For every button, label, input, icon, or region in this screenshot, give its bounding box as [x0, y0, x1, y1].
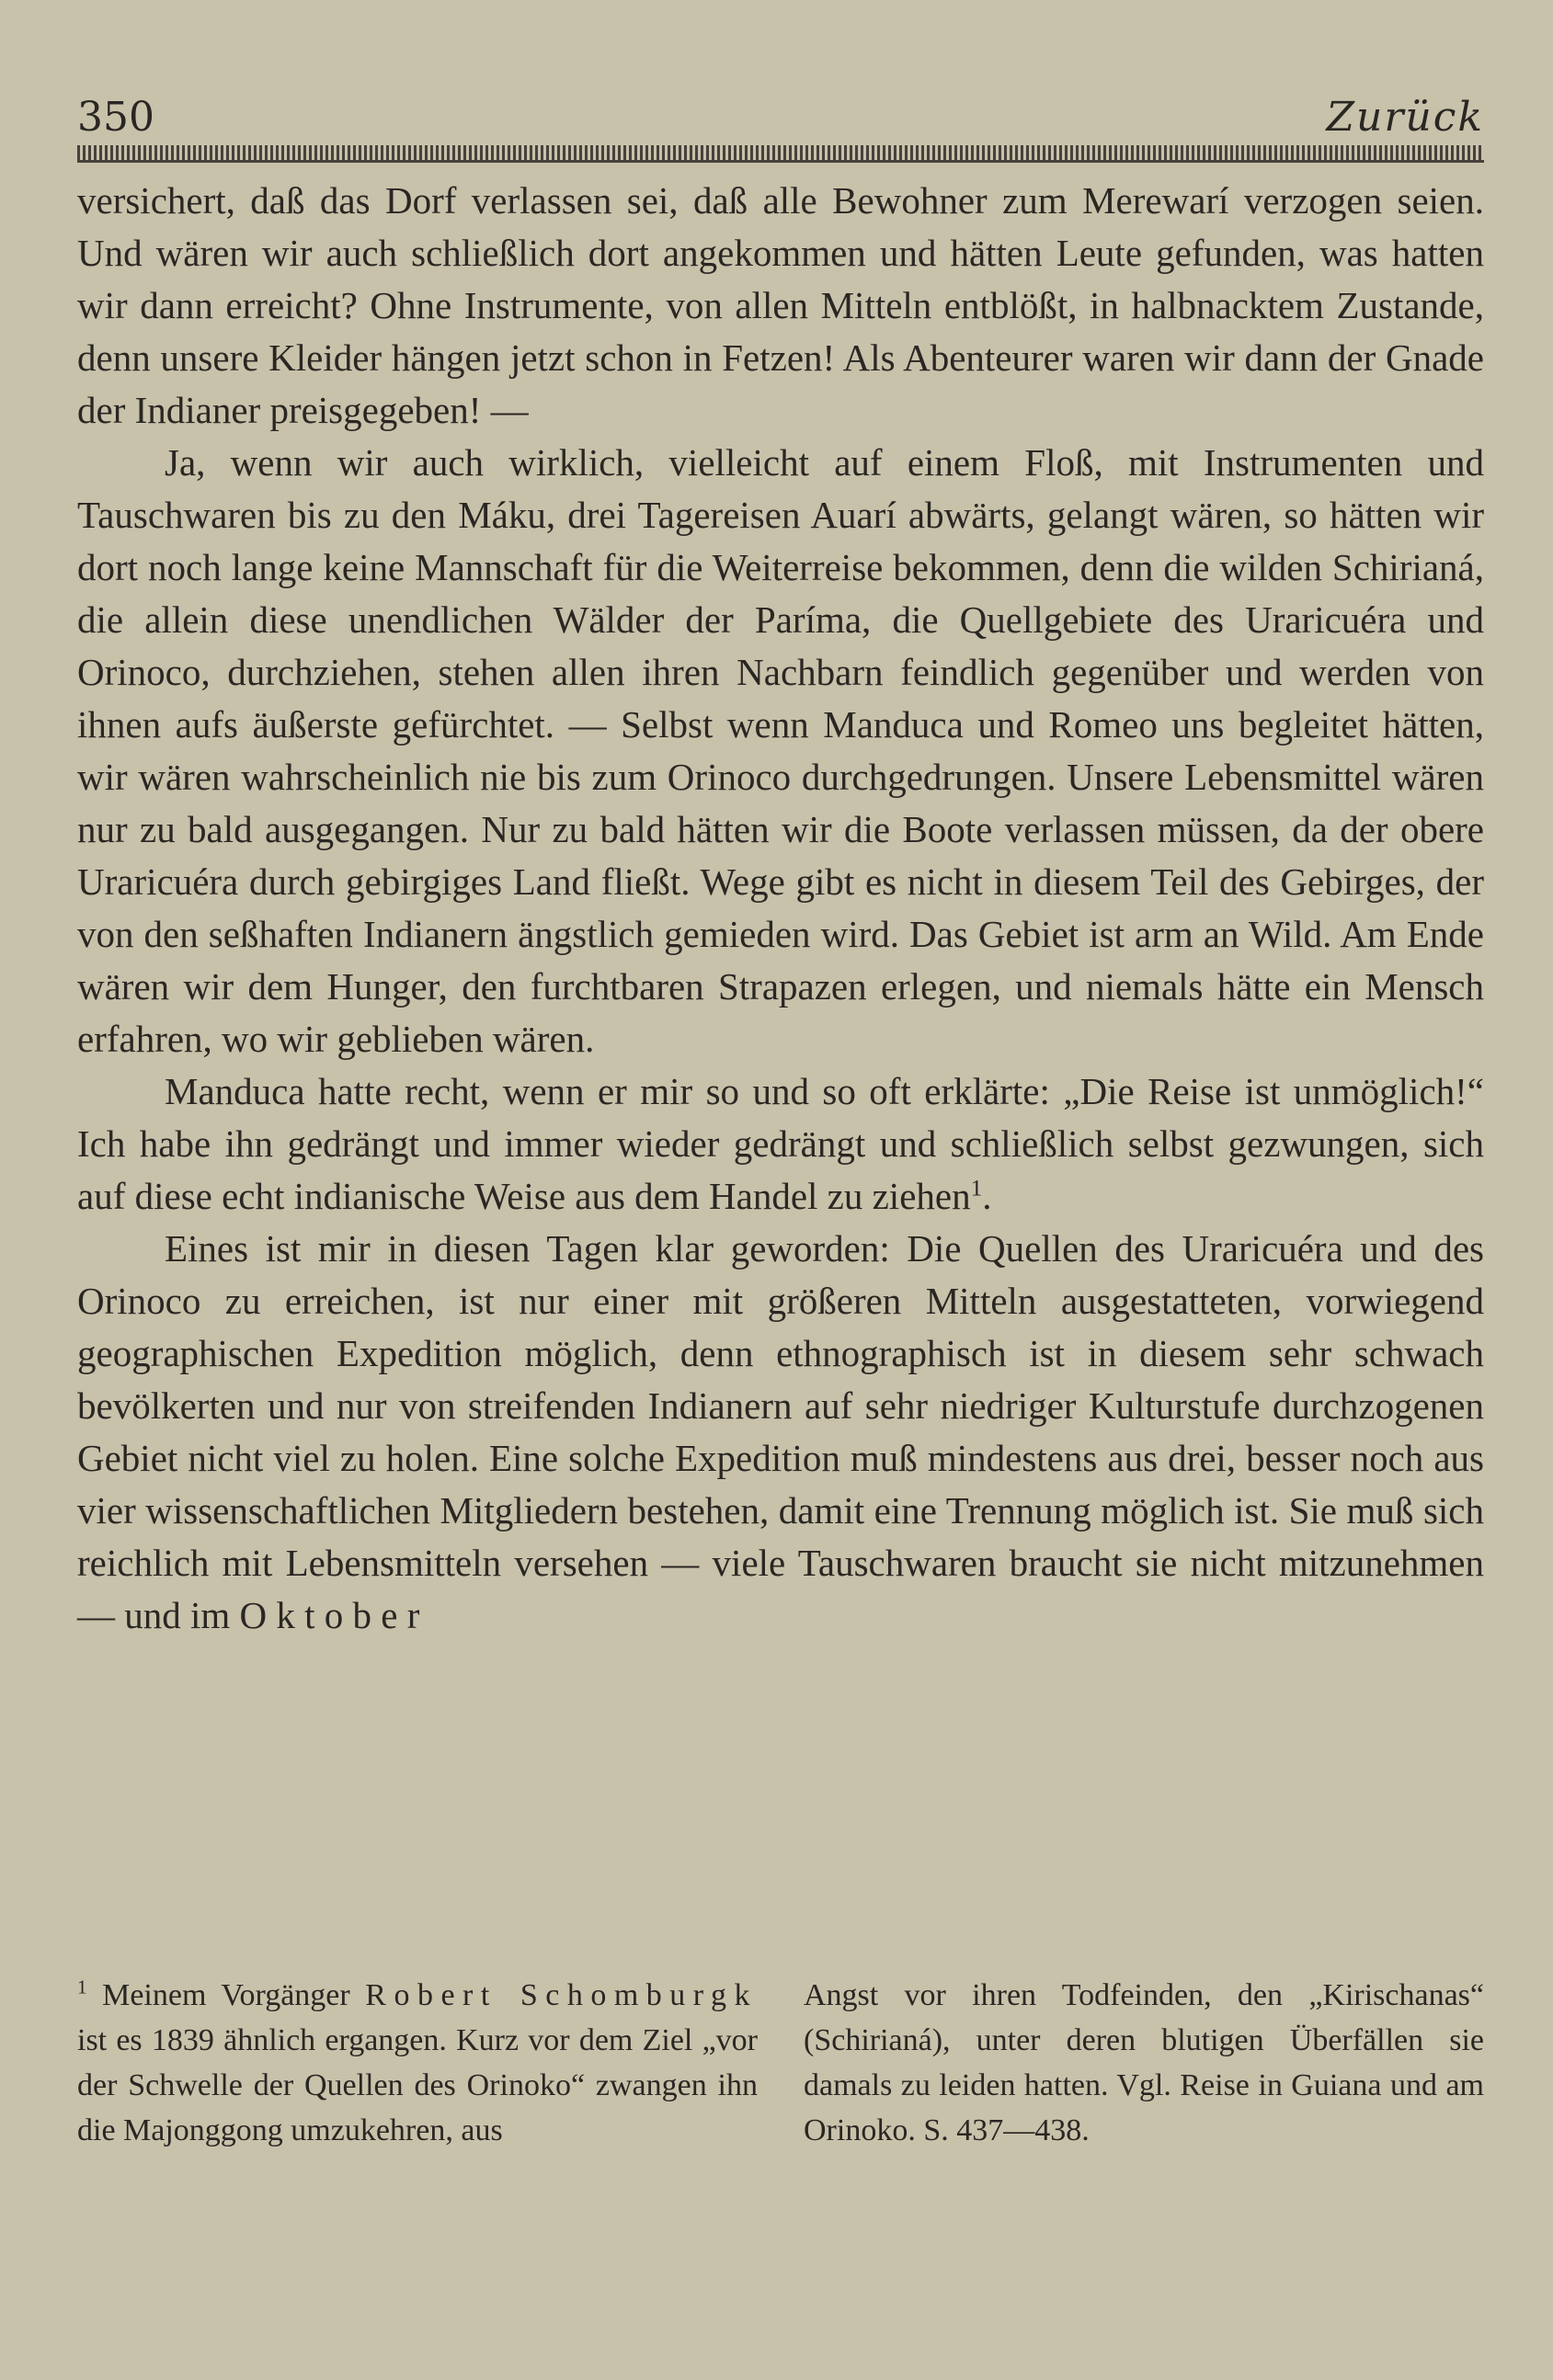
- footnote-right-column: [804, 1973, 1484, 2153]
- paragraph-4: Eines ist mir in diesen Tagen klar geworden: Die Quellen des Uraricuéra und des Orinoco zu erreichen, ist nur einer mit größeren Mitteln ausgestatteten, vorwiegend geographischen Expedition möglich, denn ethnographisch ist in diesem sehr schwach bevölkerten und nur von streifenden Indianern auf sehr niedriger Kulturstufe durchzogenen Gebiet nicht viel zu holen. Eine solche Expedition muß mindestens aus drei, besser noch aus vier wissenschaftlichen Mitgliedern bestehen, damit eine Trennung möglich ist. Sie muß sich reichlich mit Lebensmitteln versehen — viele Tauschwaren braucht sie nicht mitzunehmen — und im Oktober: [77, 1227, 1484, 1636]
- header-rule: [77, 145, 1484, 160]
- footnote-author-name: Robert Schomburgk: [365, 1978, 758, 2012]
- footnote-area: [77, 1973, 1484, 2153]
- paragraph-2: Ja, wenn wir auch wirklich, vielleicht auf einem Floß, mit Instrumenten und Tauschwaren bis zu den Máku, drei Tagereisen Auarí abwärts, gelangt wären, so hätten wir dort noch lange keine Mannschaft für die Weiterreise bekommen, denn die wilden Schirianá, die allein diese unendlichen Wälder der Paríma, die Quellgebiete des Uraricuéra und Orinoco, durchziehen, stehen allen ihren Nachbarn feindlich gegenüber und werden von ihnen aufs äußerste gefürchtet. — Selbst wenn Manduca und Romeo uns begleitet hätten, wir wären wahrscheinlich nie bis zum Orinoco durchgedrungen. Unsere Lebensmittel wären nur zu bald ausgegangen. Nur zu bald hätten wir die Boote verlassen müssen, da der obere Uraricuéra durch gebirgiges Land fließt. Wege gibt es nicht in diesem Teil des Gebirges, der von den seßhaften Indianern ängstlich gemieden wird. Das Gebiet ist arm an Wild. Am Ende wären wir dem Hunger, den furchtbaren Strapazen erlegen, und niemals hätte ein Mensch erfahren, wo wir geblieben wären.: [77, 441, 1484, 1060]
- running-title: Zurück: [1326, 94, 1484, 141]
- main-text: [77, 175, 1484, 1642]
- paragraph-3: Manduca hatte recht, wenn er mir so und so oft erklärte: „Die Reise ist unmöglich!“ Ich habe ihn gedrängt und immer wieder gedrängt und schließlich selbst gezwungen, sich auf diese echt indianische Weise aus dem Handel zu ziehen$^1$.: [77, 1070, 1484, 1217]
- footnote-text-right: Angst vor ihren Todfeinden, den „Kirischanas“ (Schirianá), unter deren blutigen Überfällen sie damals zu leiden hatten. Vgl. Reise in Guiana und am Orinoko. S. 437—438.: [804, 1978, 1484, 2147]
- paragraph-1: versichert, daß das Dorf verlassen sei, daß alle Bewohner zum Merewarí verzogen seien. Und wären wir auch schließlich dort angekommen und hätten Leute gefunden, was hatten wir dann erreicht? Ohne Instrumente, von allen Mitteln entblößt, in halbnacktem Zustande, denn unsere Kleider hängen jetzt schon in Fetzen! Als Abenteurer waren wir dann der Gnade der Indianer preisgegeben! —: [77, 179, 1484, 431]
- page-header: [77, 90, 1484, 164]
- footnote-left-column: [77, 1973, 758, 2153]
- page-number: 350: [77, 94, 154, 141]
- spaced-word: Oktober: [239, 1594, 429, 1636]
- footnote-marker: 1: [77, 1976, 87, 1999]
- footnote-text-left: $^1$ Meinem Vorgänger Robert Schomburgk ist es 1839 ähnlich ergangen. Kurz vor dem Ziel „vor der Schwelle der Quellen des Orinoko“ zwangen ihn die Majonggong umzukehren, aus: [77, 1976, 758, 2147]
- footnote-reference: 1: [970, 1175, 983, 1201]
